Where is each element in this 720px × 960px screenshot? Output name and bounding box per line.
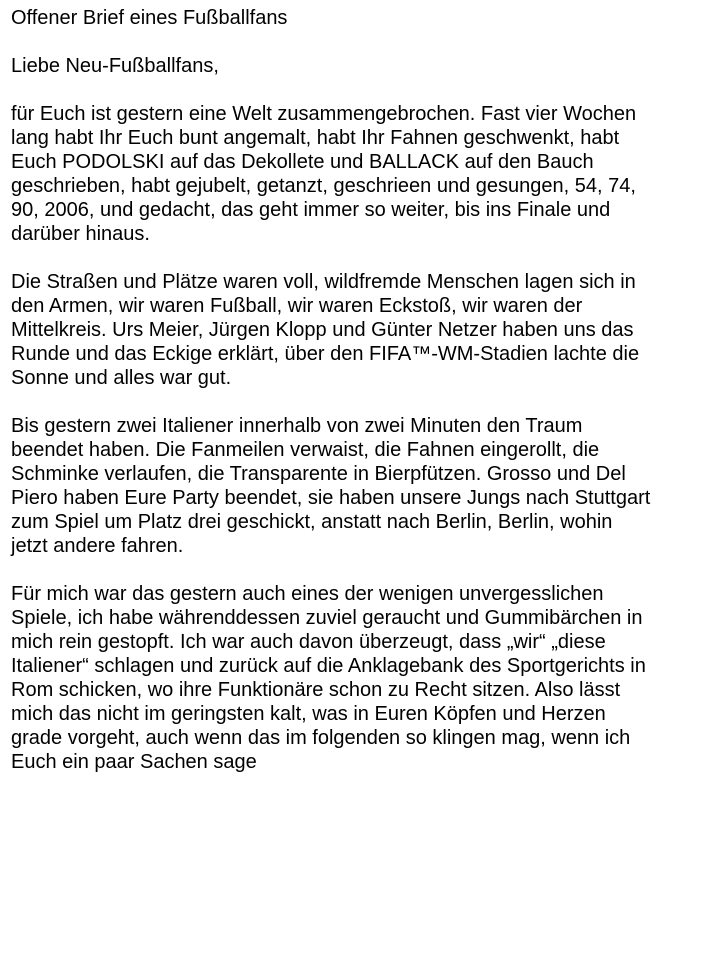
paragraph-line: Bis gestern zwei Italiener innerhalb von zwei Minuten den Traum [11, 415, 583, 437]
blank-line [11, 78, 713, 102]
paragraph-line: 90, 2006, und gedacht, das geht immer so weiter, bis ins Finale und [11, 199, 611, 221]
paragraph-line: Italiener“ schlagen und zurück auf die Anklagebank des Sportgerichts in [11, 655, 646, 677]
blank-line [11, 390, 713, 414]
paragraph-line: für Euch ist gestern eine Welt zusammengebrochen. Fast vier Wochen [11, 103, 637, 125]
paragraph-line: den Armen, wir waren Fußball, wir waren Eckstoß, wir waren der [11, 295, 583, 317]
paragraph-3 [11, 414, 713, 558]
paragraph-line: jetzt andere fahren. [11, 535, 184, 557]
paragraph-line: geschrieben, habt gejubelt, getanzt, geschrieen und gesungen, 54, 74, [11, 175, 636, 197]
letter-title: Offener Brief eines Fußballfans [11, 7, 288, 29]
paragraph-line: Mittelkreis. Urs Meier, Jürgen Klopp und Günter Netzer haben uns das [11, 319, 634, 341]
paragraph-1 [11, 102, 713, 246]
blank-line [11, 246, 713, 270]
paragraph-line: Schminke verlaufen, die Transparente in Bierpfützen. Grosso und Del [11, 463, 626, 485]
paragraph-line: mich das nicht im geringsten kalt, was in Euren Köpfen und Herzen [11, 703, 606, 725]
paragraph-line: mich rein gestopft. Ich war auch davon überzeugt, dass „wir“ „diese [11, 631, 606, 653]
paragraph-line: Rom schicken, wo ihre Funktionäre schon zu Recht sitzen. Also lässt [11, 679, 621, 701]
paragraph-line: zum Spiel um Platz drei geschickt, anstatt nach Berlin, Berlin, wohin [11, 511, 613, 533]
paragraph-4 [11, 582, 713, 774]
paragraph-line: Runde und das Eckige erklärt, über den FIFA™-WM-Stadien lachte die [11, 343, 640, 365]
paragraph-line: Piero haben Eure Party beendet, sie haben unsere Jungs nach Stuttgart [11, 487, 651, 509]
paragraph-line: Für mich war das gestern auch eines der wenigen unvergesslichen [11, 583, 604, 605]
blank-line [11, 30, 713, 54]
blank-line [11, 558, 713, 582]
paragraph-line: darüber hinaus. [11, 223, 150, 245]
paragraph-line: beendet haben. Die Fanmeilen verwaist, die Fahnen eingerollt, die [11, 439, 600, 461]
letter-page [11, 6, 713, 774]
paragraph-2 [11, 270, 713, 390]
paragraph-line: grade vorgeht, auch wenn das im folgenden so klingen mag, wenn ich [11, 727, 631, 749]
paragraph-line: Spiele, ich habe währenddessen zuviel geraucht und Gummibärchen in [11, 607, 643, 629]
paragraph-line: Sonne und alles war gut. [11, 367, 232, 389]
paragraph-line: Euch PODOLSKI auf das Dekollete und BALLACK auf den Bauch [11, 151, 594, 173]
letter-salutation: Liebe Neu-Fußballfans, [11, 55, 219, 77]
paragraph-line: lang habt Ihr Euch bunt angemalt, habt Ihr Fahnen geschwenkt, habt [11, 127, 620, 149]
paragraph-line: Euch ein paar Sachen sage [11, 751, 257, 773]
paragraph-line: Die Straßen und Plätze waren voll, wildfremde Menschen lagen sich in [11, 271, 636, 293]
